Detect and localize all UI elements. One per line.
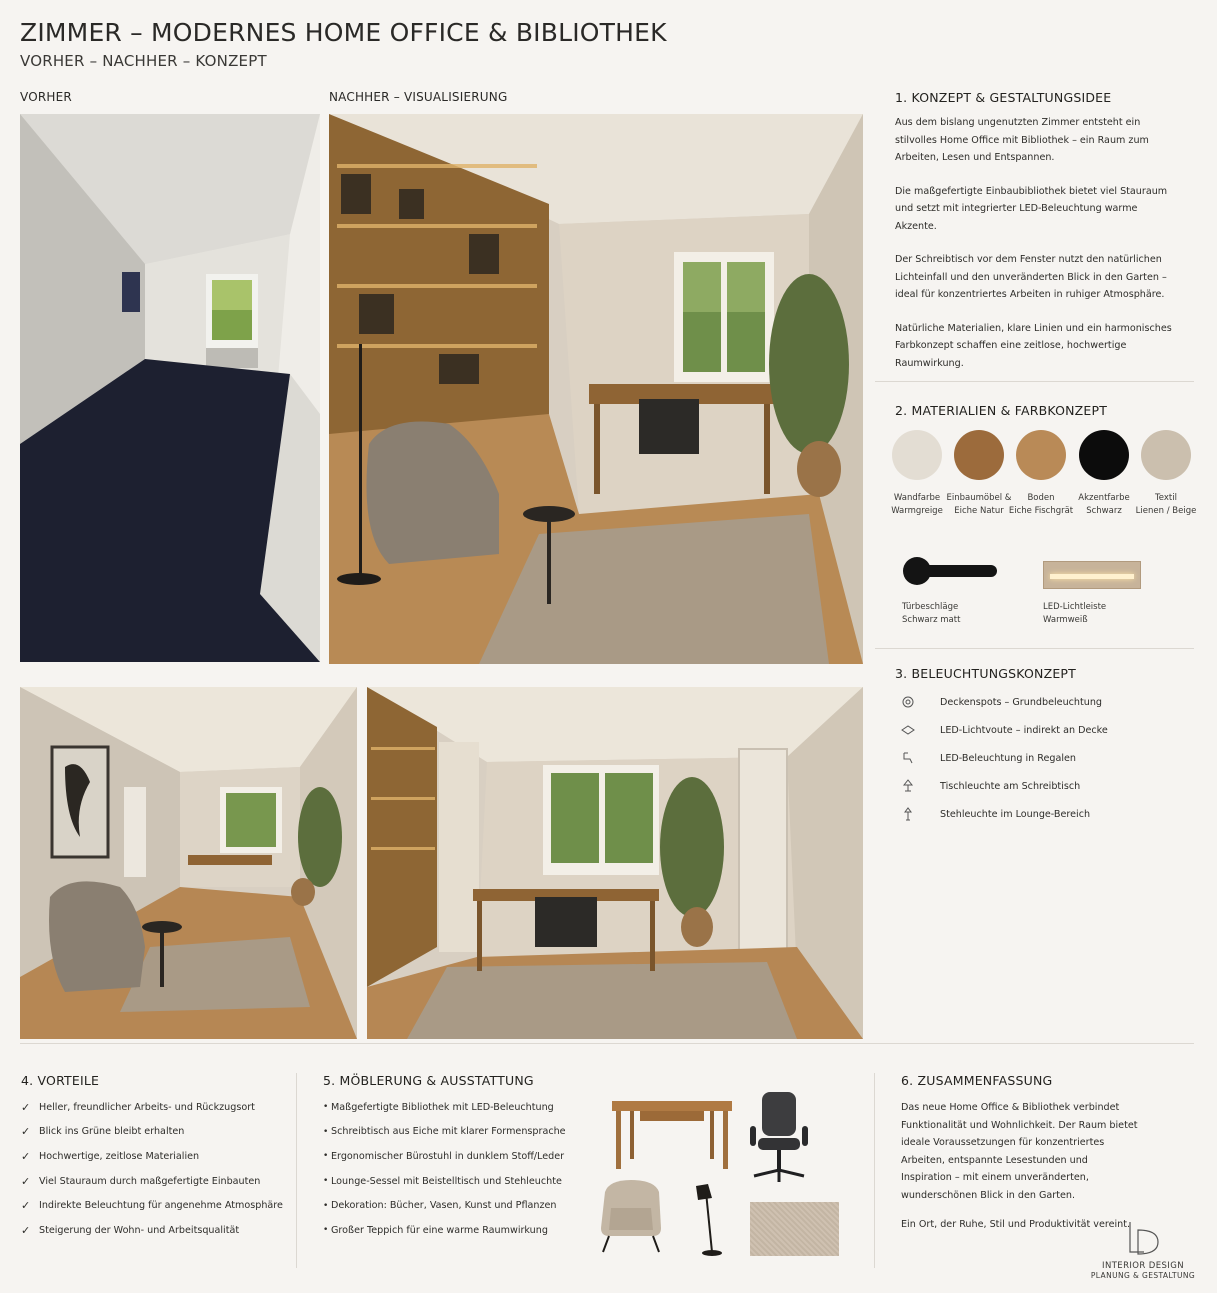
floor-lamp-icon: [900, 806, 916, 822]
lighting-label: LED-Lichtvoute – indirekt an Decke: [940, 724, 1108, 736]
bullet-icon: •: [323, 1126, 329, 1137]
logo-line: INTERIOR DESIGN: [1102, 1261, 1184, 1271]
swatch-circle: [892, 430, 942, 480]
swatch-label-line: Wandfarbe: [893, 493, 941, 503]
furnishing-item: [323, 1095, 603, 1120]
concept-paragraph: Die maßgefertigte Einbaubibliothek bietet viel Stauraum und setzt mit integrierter LED-Beleuchtung warme Akzente.: [895, 185, 1168, 232]
lighting-item: [900, 800, 1200, 828]
bullet-icon: •: [323, 1225, 329, 1236]
swatch-circle: [1016, 430, 1066, 480]
bullet-icon: •: [323, 1176, 329, 1187]
check-icon: ✓: [21, 1149, 31, 1163]
concept-paragraph: Aus dem bislang ungenutzten Zimmer entsteht ein stilvolles Home Office mit Bibliothek – ein Raum zum Arbeiten, Lesen und Entspannen.: [895, 117, 1149, 163]
advantage-label: Indirekte Beleuchtung für angenehme Atmosphäre: [39, 1200, 283, 1212]
advantage-label: Viel Stauraum durch maßgefertigte Einbauten: [39, 1175, 261, 1187]
swatch-label-line: Lienen / Beige: [1135, 506, 1197, 516]
check-icon: ✓: [21, 1100, 31, 1114]
advantage-item: [21, 1169, 291, 1194]
lighting-item: [900, 744, 1200, 772]
concept-title: 1. KONZEPT & GESTALTUNGSIDEE: [895, 90, 1112, 105]
divider: [875, 381, 1194, 382]
check-icon: ✓: [21, 1199, 31, 1213]
summary-text: [901, 1099, 1141, 1250]
desk-image: [610, 1097, 734, 1173]
swatch-circle: [1079, 430, 1129, 480]
lighting-list: [900, 688, 1200, 828]
swatch-label-line: Textil: [1155, 493, 1177, 503]
advantage-label: Heller, freundlicher Arbeits- und Rückzugsort: [39, 1101, 255, 1113]
furnishing-label: Großer Teppich für eine warme Raumwirkung: [331, 1224, 548, 1236]
lighting-label: Stehleuchte im Lounge-Bereich: [940, 808, 1091, 820]
divider: [875, 648, 1194, 649]
bullet-icon: •: [323, 1102, 329, 1113]
divider: [20, 1043, 1194, 1044]
advantages-title: 4. VORTEILE: [21, 1073, 100, 1088]
after-desk-photo: [367, 687, 863, 1039]
logo-line: PLANUNG & GESTALTUNG: [1090, 1271, 1196, 1280]
lounge-chair-image: [597, 1178, 665, 1254]
after-label: NACHHER – VISUALISIERUNG: [329, 90, 508, 104]
after-lounge-photo: [20, 687, 357, 1039]
summary-paragraph: Ein Ort, der Ruhe, Stil und Produktivität vereint.: [901, 1219, 1131, 1230]
swatch-label-line: Boden: [1027, 493, 1055, 503]
swatch-label-line: Einbaumöbel &: [946, 493, 1012, 503]
advantage-label: Blick ins Grüne bleibt erhalten: [39, 1126, 185, 1138]
materials-title: 2. MATERIALIEN & FARBKONZEPT: [895, 403, 1108, 418]
furnishing-label: Ergonomischer Bürostuhl in dunklem Stoff/Leder: [331, 1150, 565, 1162]
lighting-item: [900, 772, 1200, 800]
swatch-label-line: Eiche Natur: [954, 506, 1004, 516]
divider: [296, 1073, 297, 1268]
advantage-label: Steigerung der Wohn- und Arbeitsqualität: [39, 1224, 240, 1236]
check-icon: ✓: [21, 1174, 31, 1188]
furnishing-item: [323, 1120, 603, 1145]
led-label-line: Warmweiß: [1043, 615, 1088, 625]
furnishing-label: Schreibtisch aus Eiche mit klarer Formensprache: [331, 1126, 566, 1138]
furnishing-label: Lounge-Sessel mit Beistelltisch und Stehleuchte: [331, 1175, 562, 1187]
furnishing-list: [323, 1095, 603, 1243]
handle-label-line: Schwarz matt: [902, 615, 961, 625]
lighting-label: Tischleuchte am Schreibtisch: [940, 780, 1081, 792]
lighting-item: [900, 688, 1200, 716]
advantage-item: [21, 1193, 291, 1218]
advantage-item: [21, 1218, 291, 1243]
check-icon: ✓: [21, 1223, 31, 1237]
swatch-label-line: Eiche Fischgrät: [1008, 506, 1074, 516]
swatch-circle: [954, 430, 1004, 480]
advantage-item: [21, 1095, 291, 1120]
led-label-line: LED-Lichtleiste: [1043, 602, 1107, 612]
before-label: VORHER: [20, 90, 72, 104]
door-handle-icon: [900, 553, 1000, 589]
swatch-circle: [1141, 430, 1191, 480]
swatch-textile: [1126, 430, 1206, 518]
shelf-light-icon: [900, 750, 916, 766]
logo-mark-icon: [1118, 1220, 1166, 1258]
after-main-photo: [329, 114, 863, 664]
advantage-item: [21, 1144, 291, 1169]
swatch-row: [877, 430, 1207, 530]
handle-label-line: Türbeschläge: [902, 602, 959, 612]
furnishing-item: [323, 1218, 603, 1243]
cove-light-icon: [900, 722, 916, 738]
desk-lamp-icon: [900, 778, 916, 794]
led-strip-icon: [1043, 561, 1141, 589]
concept-paragraph: Der Schreibtisch vor dem Fenster nutzt den natürlichen Lichteinfall und den unveränderten Blick in den Garten – ideal für konzentriertes Arbeiten in ruhiger Atmosphäre.: [895, 254, 1167, 300]
lighting-label: LED-Beleuchtung in Regalen: [940, 752, 1077, 764]
divider: [874, 1073, 875, 1268]
bullet-icon: •: [323, 1200, 329, 1211]
check-icon: ✓: [21, 1125, 31, 1139]
advantage-label: Hochwertige, zeitlose Materialien: [39, 1150, 200, 1162]
ceiling-spot-icon: [900, 694, 916, 710]
furnishing-item: [323, 1169, 603, 1194]
before-photo: [20, 114, 320, 662]
swatch-label-line: Warmgreige: [891, 506, 943, 516]
advantages-list: [21, 1095, 291, 1243]
swatch-label-line: Schwarz: [1086, 506, 1122, 516]
lighting-title: 3. BELEUCHTUNGSKONZEPT: [895, 666, 1077, 681]
floor-lamp-image: [690, 1180, 730, 1258]
logo-text: [1088, 1261, 1198, 1281]
swatch-label-line: Akzentfarbe: [1078, 493, 1130, 503]
concept-text: [895, 114, 1175, 388]
furnishing-label: Maßgefertigte Bibliothek mit LED-Beleuchtung: [331, 1101, 554, 1113]
summary-paragraph: Das neue Home Office & Bibliothek verbindet Funktionalität und Wohnlichkeit. Der Raum bietet ideale Voraussetzungen für konzentriertes Arbeiten, entspannte Lesestunden und Inspiration – mit einem unveränderten, wunderschönen Blick in den Garten.: [901, 1102, 1138, 1201]
furnishing-title: 5. MÖBLERUNG & AUSSTATTUNG: [323, 1073, 534, 1088]
lighting-item: [900, 716, 1200, 744]
advantage-item: [21, 1120, 291, 1145]
furnishing-item: [323, 1144, 603, 1169]
rug-sample-image: [750, 1202, 839, 1256]
summary-title: 6. ZUSAMMENFASSUNG: [901, 1073, 1053, 1088]
page-title: ZIMMER – MODERNES HOME OFFICE & BIBLIOTHEK: [20, 18, 667, 47]
concept-paragraph: Natürliche Materialien, klare Linien und ein harmonisches Farbkonzept schaffen eine zeitlose, hochwertige Raumwirkung.: [895, 322, 1172, 369]
lighting-label: Deckenspots – Grundbeleuchtung: [940, 696, 1103, 708]
office-chair-image: [748, 1090, 810, 1186]
bullet-icon: •: [323, 1151, 329, 1162]
furnishing-label: Dekoration: Bücher, Vasen, Kunst und Pflanzen: [331, 1200, 557, 1212]
furnishing-item: [323, 1193, 603, 1218]
page-subtitle: VORHER – NACHHER – KONZEPT: [20, 52, 267, 70]
